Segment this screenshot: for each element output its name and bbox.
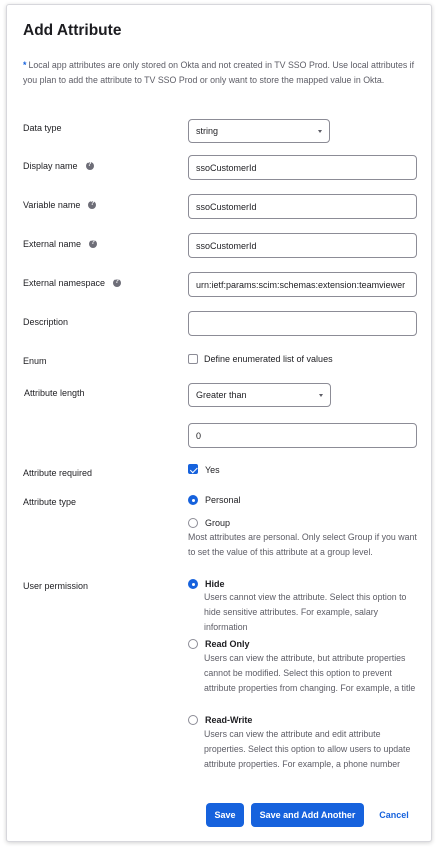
radio-read-write-label: Read-Write bbox=[205, 715, 253, 725]
note-text: Local app attributes are only stored on Okta and not created in TV SSO Prod. Use local attributes if you plan to add the attribute to TV SSO Prod or only want to store the mapped value in Okta. bbox=[23, 60, 415, 85]
external-name-input[interactable]: ssoCustomerId bbox=[188, 233, 417, 258]
variable-name-input[interactable]: ssoCustomerId bbox=[188, 194, 417, 219]
radio-group[interactable] bbox=[188, 518, 198, 528]
attribute-length-select[interactable] bbox=[188, 383, 331, 407]
cancel-button[interactable]: Cancel bbox=[379, 810, 409, 820]
chevron-down-icon bbox=[318, 130, 322, 133]
description-label: Description bbox=[23, 317, 69, 327]
description-input[interactable] bbox=[188, 311, 417, 336]
variable-name-label: Variable name ? bbox=[23, 200, 96, 210]
display-name-label: Display name ? bbox=[23, 161, 94, 171]
attribute-required-yes-label: Yes bbox=[205, 465, 220, 475]
data-type-label: Data type bbox=[23, 123, 62, 133]
radio-personal-label: Personal bbox=[205, 495, 241, 505]
help-icon[interactable] bbox=[89, 240, 97, 248]
external-name-label: External name ? bbox=[23, 239, 97, 249]
external-namespace-input[interactable]: urn:ietf:params:scim:schemas:extension:teamviewer bbox=[188, 272, 417, 297]
attribute-type-label: Attribute type bbox=[23, 497, 77, 507]
radio-group-label: Group bbox=[205, 518, 231, 528]
enum-checkbox[interactable] bbox=[188, 354, 198, 364]
data-type-select[interactable] bbox=[188, 119, 330, 143]
attribute-required-checkbox[interactable] bbox=[188, 464, 198, 474]
save-and-add-another-button[interactable]: Save and Add Another bbox=[251, 803, 364, 827]
radio-personal[interactable] bbox=[188, 495, 198, 505]
help-icon[interactable] bbox=[113, 279, 121, 287]
dialog-title: Add Attribute bbox=[23, 22, 122, 39]
radio-read-only-label: Read Only bbox=[205, 639, 250, 649]
attribute-required-label: Attribute required bbox=[23, 468, 93, 478]
radio-read-write[interactable] bbox=[188, 715, 198, 725]
enum-checkbox-label: Define enumerated list of values bbox=[204, 354, 333, 364]
attribute-type-help: Most attributes are personal. Only select Group if you want to set the value of this attribute at a group level. bbox=[188, 532, 417, 557]
help-icon[interactable] bbox=[86, 162, 94, 170]
attribute-length-input[interactable]: 0 bbox=[188, 423, 417, 448]
user-permission-label: User permission bbox=[23, 581, 89, 591]
help-icon[interactable] bbox=[88, 201, 96, 209]
chevron-down-icon bbox=[319, 394, 323, 397]
save-button[interactable]: Save bbox=[206, 803, 244, 827]
radio-read-only[interactable] bbox=[188, 639, 198, 649]
note-asterisk: * bbox=[23, 60, 27, 70]
add-attribute-dialog bbox=[6, 4, 432, 842]
enum-label: Enum bbox=[23, 356, 47, 366]
attribute-length-label: Attribute length bbox=[24, 388, 85, 398]
data-type-value: string bbox=[196, 126, 219, 136]
hide-description: Users cannot view the attribute. Select this option to hide sensitive attributes. For example, salary information bbox=[204, 592, 407, 632]
local-attributes-note bbox=[23, 58, 417, 88]
external-namespace-label: External namespace ? bbox=[23, 278, 121, 288]
read-only-description: Users can view the attribute, but attribute properties cannot be modified. Select this option to prevent attribute properties from changing. For example, a title bbox=[204, 653, 416, 693]
radio-hide-label: Hide bbox=[205, 579, 225, 589]
display-name-input[interactable]: ssoCustomerId bbox=[188, 155, 417, 180]
attribute-length-comparator: Greater than bbox=[196, 390, 247, 400]
radio-hide[interactable] bbox=[188, 579, 198, 589]
read-write-description: Users can view the attribute and edit attribute properties. Select this option to allow users to update attribute properties. For example, a phone number bbox=[204, 729, 411, 769]
